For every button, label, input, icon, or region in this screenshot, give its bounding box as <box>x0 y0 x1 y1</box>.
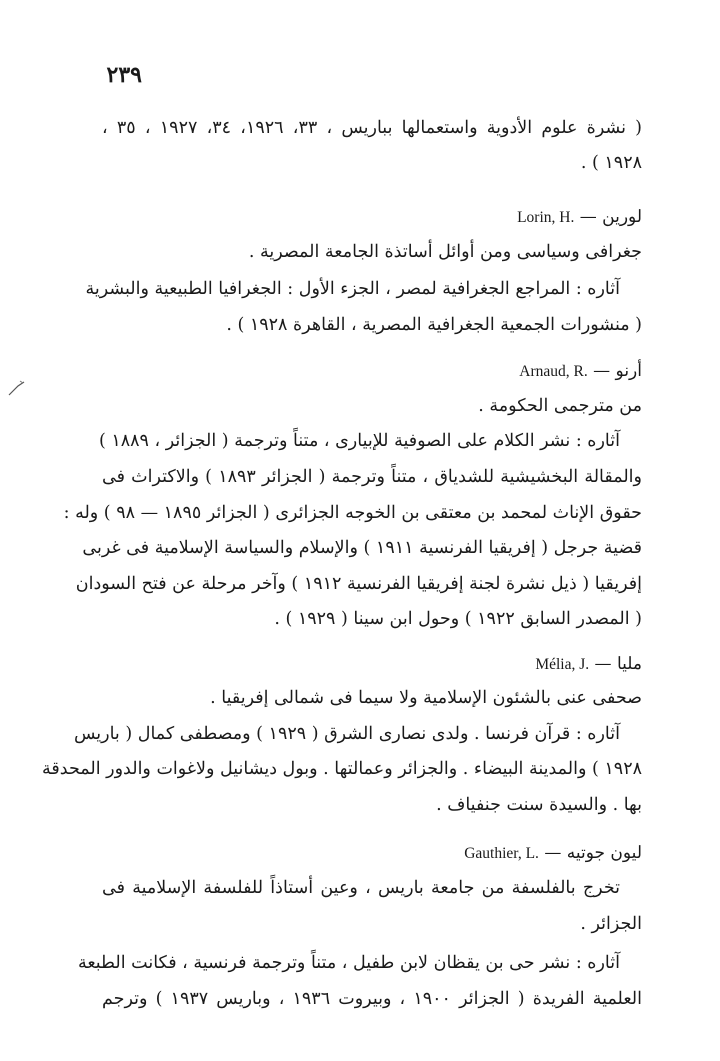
entry-arabic-name: مليا — <box>594 654 642 674</box>
entry-text-line: صحفى عنى بالشئون الإسلامية ولا سيما فى شمالى إفريقيا . <box>210 688 642 708</box>
page-number: ٢٣٩ <box>106 62 142 88</box>
entry-text-line: جغرافى وسياسى ومن أوائل أساتذة الجامعة المصرية . <box>248 242 642 262</box>
entry-text-line: ( منشورات الجمعية الجغرافية المصرية ، القاهرة ١٩٢٨ ) . <box>226 315 642 335</box>
entry-text-line: آثاره : قرآن فرنسا . ولدى نصارى الشرق ( ١٩٢٩ ) ومصطفى كمال ( باريس <box>73 724 620 744</box>
entry-text-line: الجزائر . <box>580 914 642 934</box>
entry-text-line: بها . والسيدة سنت جنفياف . <box>436 795 642 815</box>
entry-latin-name: Gauthier, L. <box>464 845 539 862</box>
entry-text-line: العلمية الفريدة ( الجزائر ١٩٠٠ ، وبيروت ١٩٣٦ ، وباريس ١٩٣٧ ) وترجم <box>102 989 642 1009</box>
entry-text-line: والمقالة البخشيشية للشدياق ، متناً وترجمة ( الجزائر ١٨٩٣ ) والاكتراث فى <box>102 467 642 487</box>
entry-arabic-name: لورين — <box>579 207 642 227</box>
entry-latin-name: Lorin, H. <box>517 209 575 226</box>
entry-heading <box>180 359 642 384</box>
entry-text-line: آثاره : نشر الكلام على الصوفية للإبيارى ، متناً وترجمة ( الجزائر ، ١٨٨٩ ) <box>98 431 620 451</box>
entry-text-line: ( المصدر السابق ١٩٢٢ ) وحول ابن سينا ( ١٩٢٩ ) . <box>274 609 642 629</box>
entry-arabic-name: أرنو — <box>593 361 642 381</box>
margin-pencil-mark <box>6 378 28 398</box>
entry-text-line: آثاره : المراجع الجغرافية لمصر ، الجزء الأول : الجغرافيا الطبيعية والبشرية <box>85 279 620 299</box>
entry-text-line: حقوق الإناث لمحمد بن معتقى بن الخوجه الجزائرى ( الجزائر ١٨٩٥ — ٩٨ ) وله : <box>63 503 642 523</box>
continuation-line: ١٩٢٨ ) . <box>580 153 642 173</box>
entry-latin-name: Arnaud, R. <box>519 363 588 380</box>
entry-latin-name: Mélia, J. <box>535 656 590 673</box>
entry-text-line: إفريقيا ( ذيل نشرة لجنة إفريقيا الفرنسية ١٩١٢ ) وآخر مرحلة عن فتح السودان <box>75 574 642 594</box>
entry-heading <box>180 841 642 866</box>
entry-text-line: ١٩٢٨ ) والمدينة البيضاء . والجزائر وعمالتها . وبول ديشانيل ولاغوات والدور المحدقة <box>42 759 642 779</box>
entry-heading <box>180 205 642 230</box>
entry-heading <box>180 652 642 677</box>
entry-text-line: من مترجمى الحكومة . <box>478 396 642 416</box>
continuation-line: ( نشرة علوم الأدوية واستعمالها بباريس ، ٣٣، ١٩٢٦، ٣٤، ١٩٢٧ ، ٣٥ ، <box>102 118 643 138</box>
entry-text-line: قضية جرجل ( إفريقيا الفرنسية ١٩١١ ) والإسلام والسياسة الإسلامية فى غربى <box>82 538 642 558</box>
entry-text-line: تخرج بالفلسفة من جامعة باريس ، وعين أستاذاً للفلسفة الإسلامية فى <box>102 878 620 898</box>
entry-text-line: آثاره : نشر حى بن يقظان لابن طفيل ، متناً وترجمة فرنسية ، فكانت الطبعة <box>77 953 620 973</box>
entry-arabic-name: ليون جوتيه — <box>544 843 642 863</box>
